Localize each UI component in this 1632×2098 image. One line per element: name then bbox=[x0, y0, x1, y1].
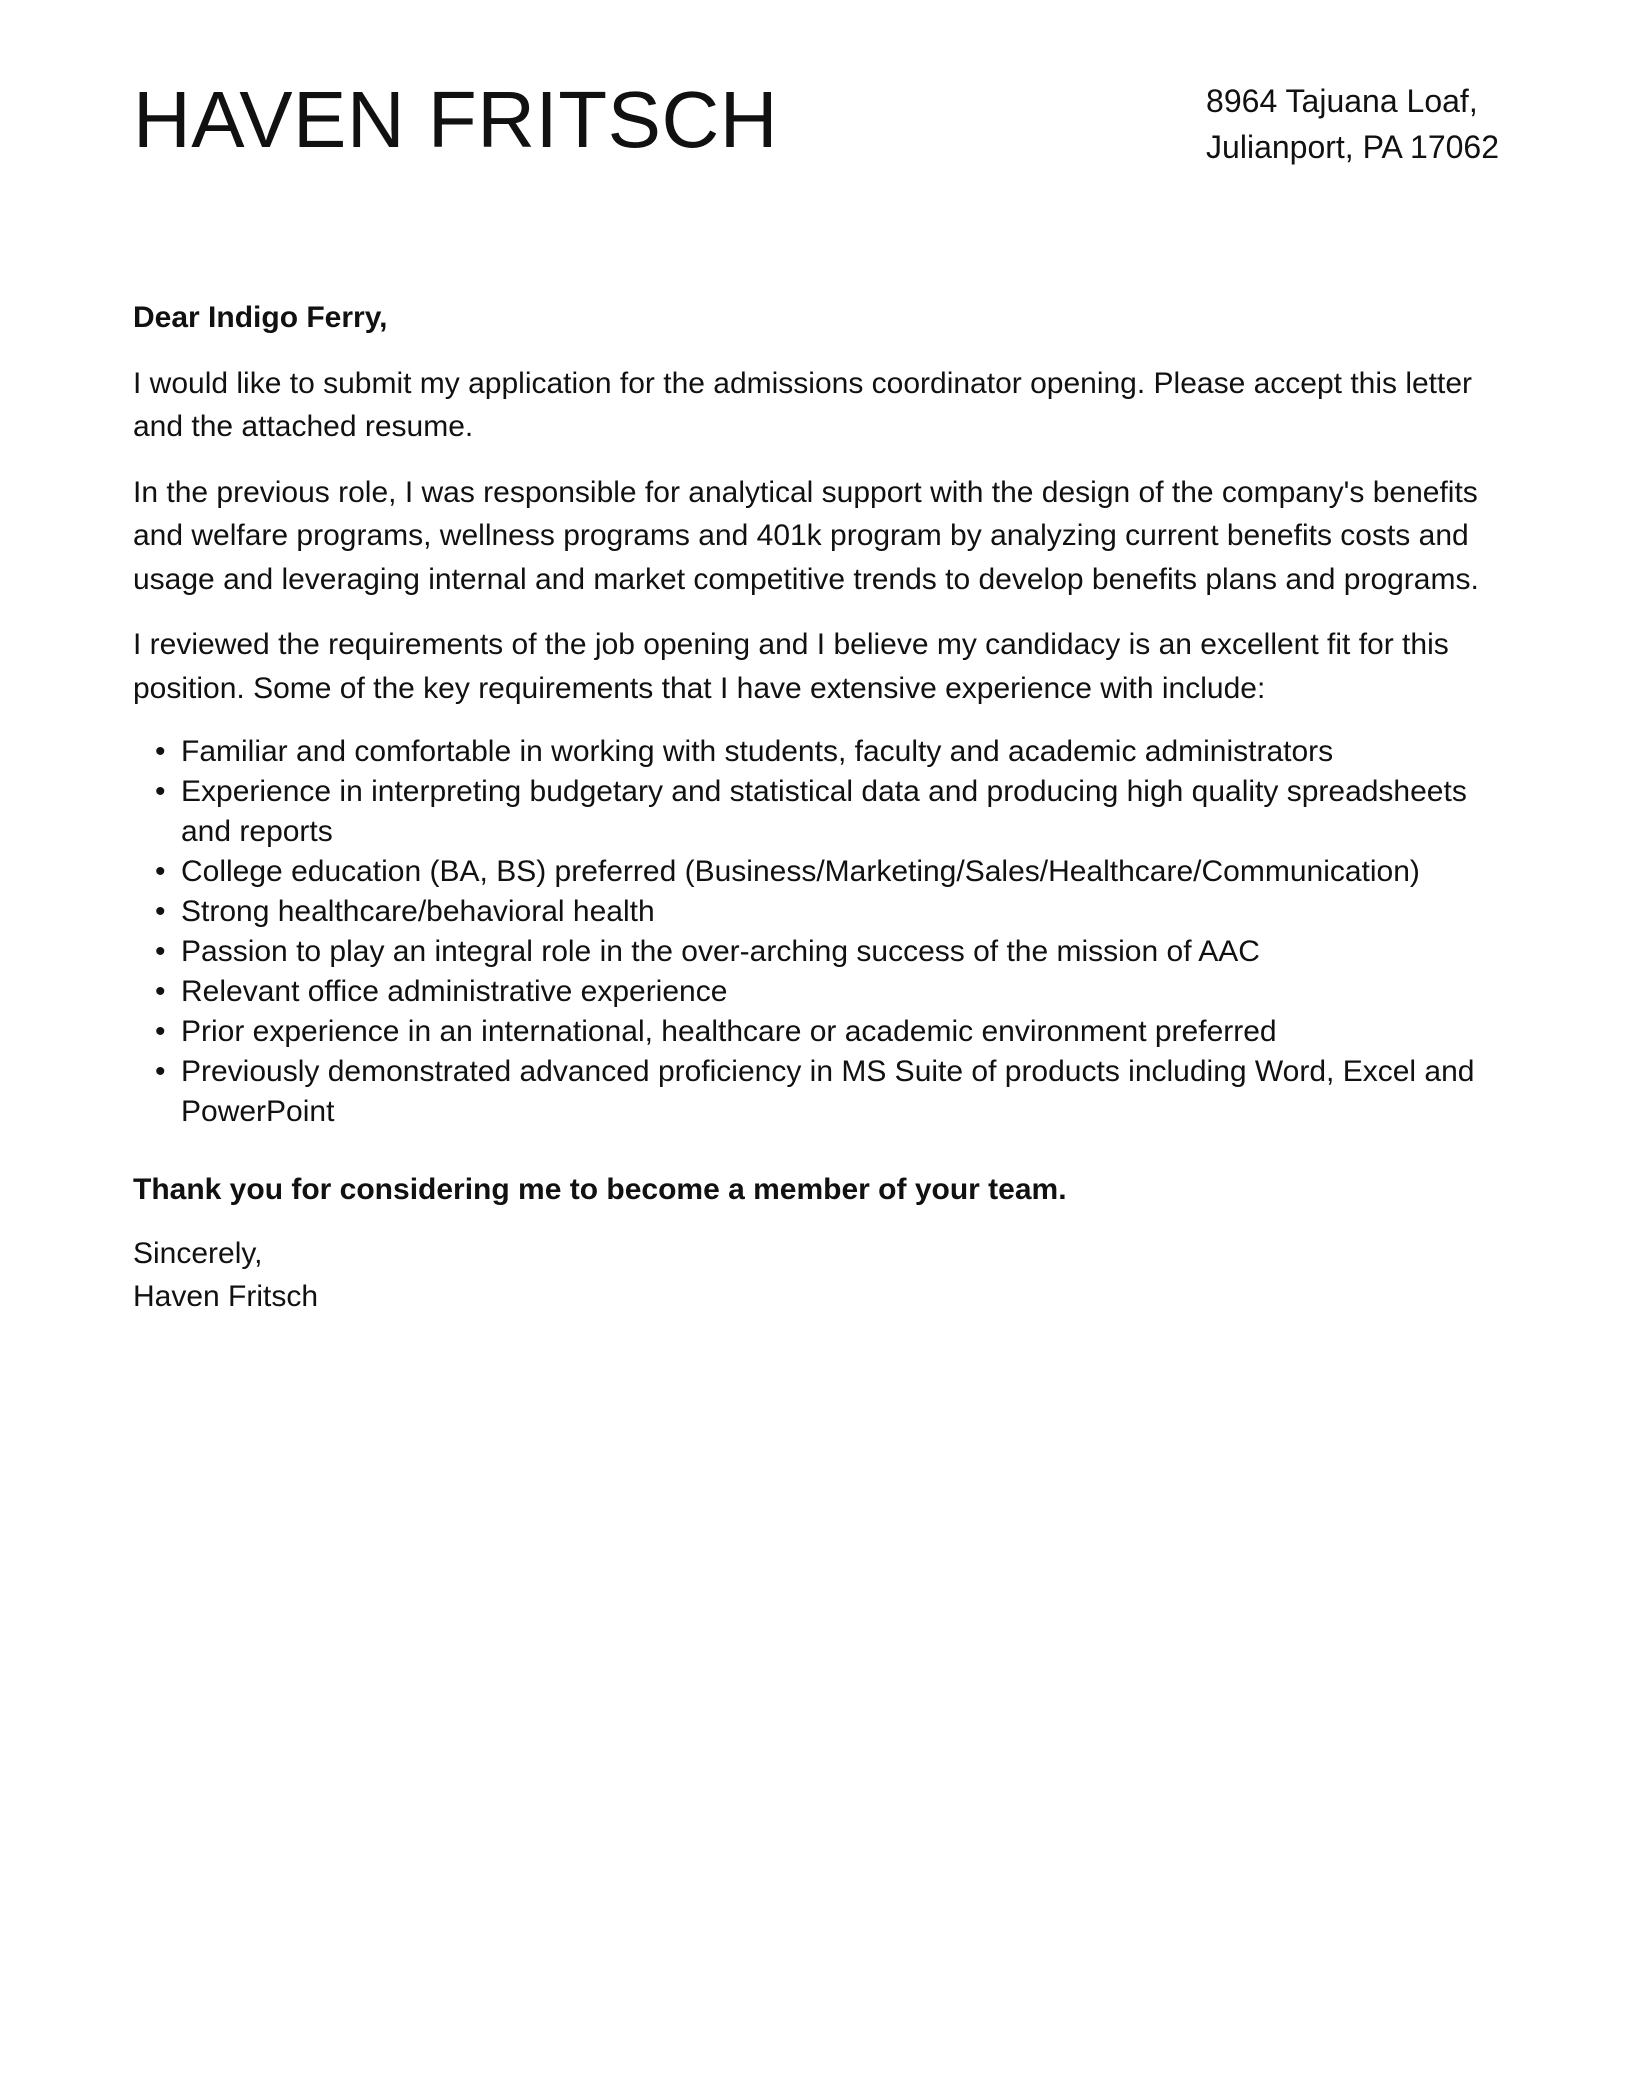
address-line-1: 8964 Tajuana Loaf, bbox=[1206, 83, 1478, 119]
paragraph-requirements-intro: I reviewed the requirements of the job opening and I believe my candidacy is an excellent fit for this position. Some of the key requirements that I have extensive experience with include: bbox=[133, 628, 1449, 705]
address-line-2: Julianport, PA 17062 bbox=[1206, 129, 1499, 165]
signoff bbox=[133, 1232, 1499, 1319]
bullet-icon: • bbox=[155, 735, 166, 768]
list-item bbox=[155, 1012, 1499, 1052]
applicant-name: HAVEN FRITSCH bbox=[133, 75, 779, 164]
thank-you-line: Thank you for considering me to become a member of your team. bbox=[133, 1173, 1067, 1206]
list-item bbox=[155, 852, 1499, 892]
list-item bbox=[155, 932, 1499, 972]
list-item-text: Strong healthcare/behavioral health bbox=[181, 895, 655, 928]
list-item bbox=[155, 772, 1499, 852]
list-item-text: College education (BA, BS) preferred (Business/Marketing/Sales/Healthcare/Communication) bbox=[181, 855, 1420, 888]
list-item-text: Familiar and comfortable in working with students, faculty and academic administrators bbox=[181, 735, 1334, 768]
salutation: Dear Indigo Ferry, bbox=[133, 301, 388, 334]
bullet-icon: • bbox=[155, 1015, 166, 1048]
bullet-icon: • bbox=[155, 935, 166, 968]
closing-phrase: Sincerely, bbox=[133, 1236, 263, 1270]
paragraph-experience: In the previous role, I was responsible for analytical support with the design of the company's benefits and welfare programs, wellness programs and 401k program by analyzing current benefits costs and usage and leveraging internal and market competitive trends to develop benefits plans and programs. bbox=[133, 475, 1479, 596]
letter-body bbox=[133, 296, 1499, 1319]
bullet-icon: • bbox=[155, 775, 166, 808]
list-item bbox=[155, 732, 1499, 772]
bullet-icon: • bbox=[155, 975, 166, 1008]
list-item bbox=[155, 1052, 1499, 1132]
applicant-address bbox=[1206, 78, 1499, 170]
list-item-text: Prior experience in an international, healthcare or academic environment preferred bbox=[181, 1015, 1277, 1048]
paragraph-intro: I would like to submit my application for the admissions coordinator opening. Please accept this letter and the attached resume. bbox=[133, 366, 1473, 443]
list-item bbox=[155, 972, 1499, 1012]
bullet-icon: • bbox=[155, 1055, 166, 1088]
list-item-text: Passion to play an integral role in the over-arching success of the mission of AAC bbox=[181, 935, 1260, 968]
bullet-icon: • bbox=[155, 895, 166, 928]
list-item-text: Relevant office administrative experience bbox=[181, 975, 728, 1008]
signature-name: Haven Fritsch bbox=[133, 1280, 319, 1313]
letter-header bbox=[133, 70, 1499, 180]
list-item-text: Previously demonstrated advanced proficiency in MS Suite of products including Word, Excel and PowerPoint bbox=[181, 1055, 1475, 1128]
list-item bbox=[155, 892, 1499, 932]
requirements-list bbox=[133, 732, 1499, 1132]
list-item-text: Experience in interpreting budgetary and statistical data and producing high quality spreadsheets and reports bbox=[181, 775, 1467, 848]
bullet-icon: • bbox=[155, 855, 166, 888]
